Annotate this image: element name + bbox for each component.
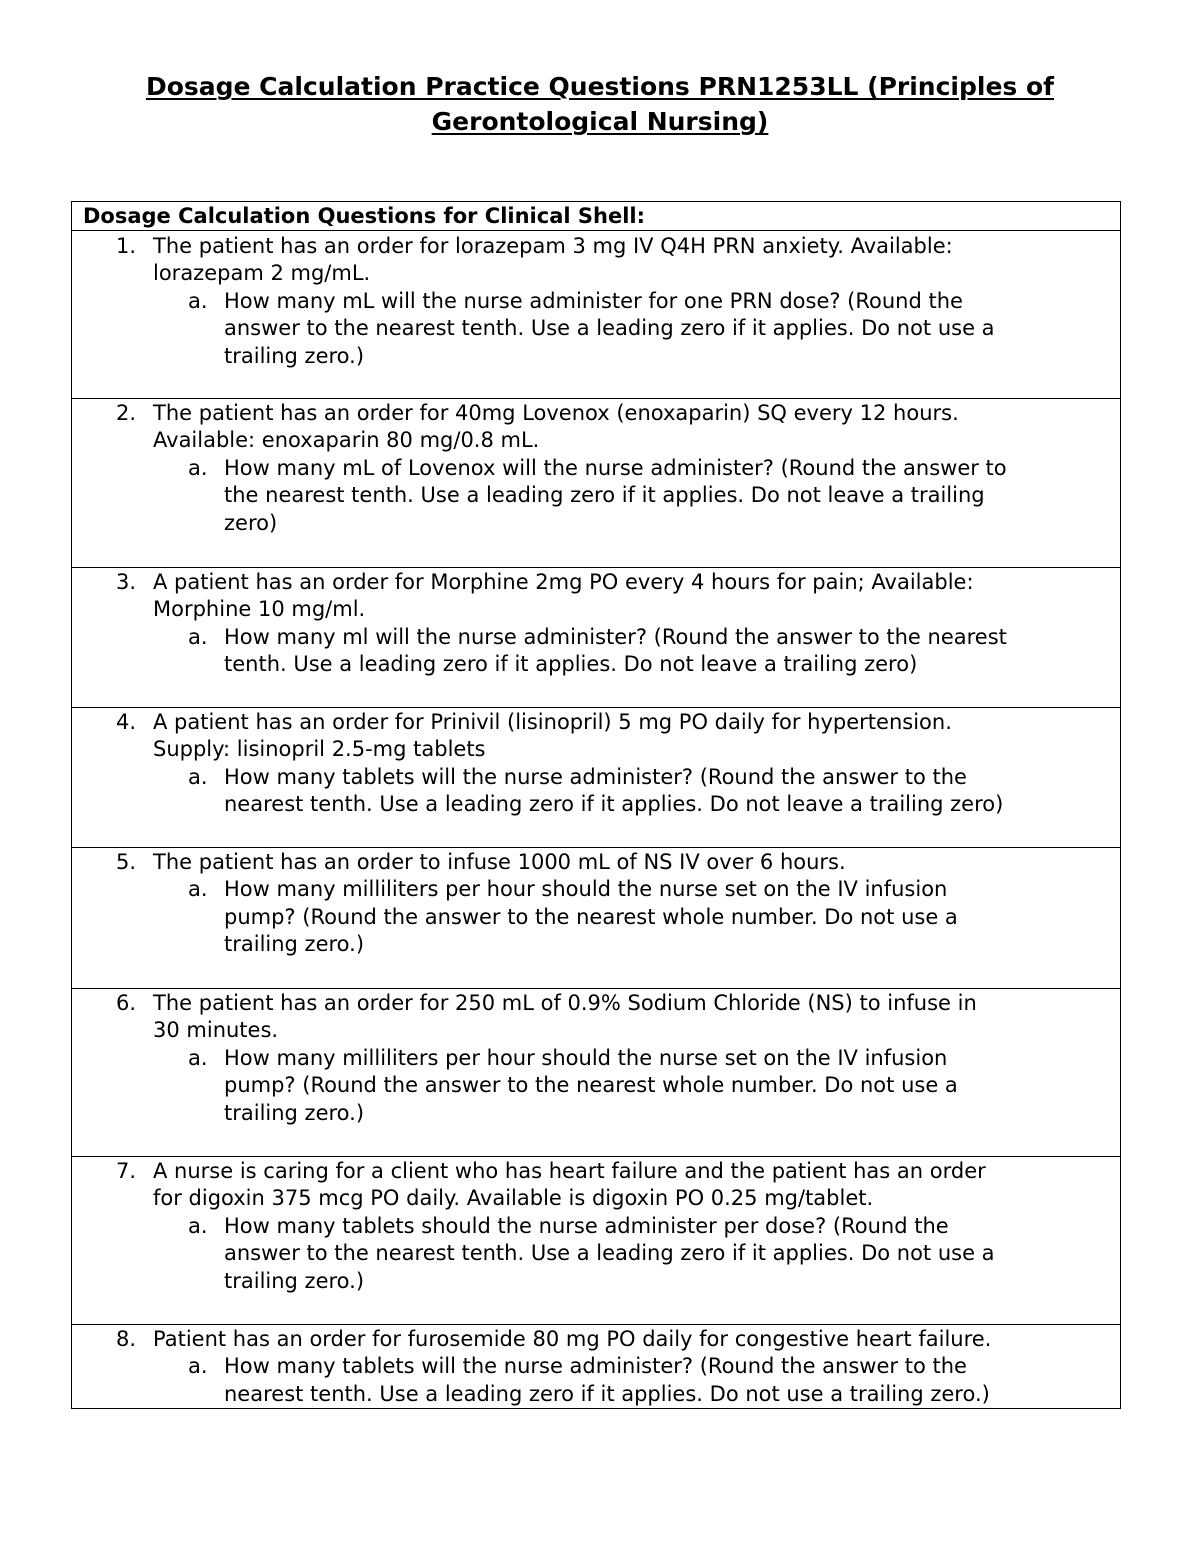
sub-question-line: pump? (Round the answer to the nearest whole number. Do not use a: [224, 1073, 958, 1098]
question-text: [72, 569, 1120, 624]
title-line-1: Dosage Calculation Practice Questions PRN1253LL (Principles of: [145, 72, 1055, 101]
question-line: The patient has an order for 40mg Lovenox (enoxaparin) SQ every 12 hours.: [153, 401, 959, 425]
sub-question-line: How many tablets will the nurse administer? (Round the answer to the: [224, 764, 967, 789]
sub-question-line: trailing zero.): [224, 1100, 365, 1125]
sub-question-label: a.: [188, 455, 208, 480]
sub-question: [72, 455, 1120, 537]
question-line: lorazepam 2 mg/mL.: [153, 261, 371, 286]
question-number: 8.: [116, 1327, 137, 1351]
sub-question-line: nearest tenth. Use a leading zero if it applies. Do not use a trailing zero.): [224, 1381, 990, 1406]
sub-question-label: a.: [188, 764, 208, 789]
title-line-2: Gerontological Nursing): [431, 107, 769, 136]
question-number: 4.: [116, 710, 137, 734]
sub-question: [72, 1353, 1120, 1408]
sub-question-line: How many tablets should the nurse administer per dose? (Round the: [224, 1213, 949, 1238]
sub-question-line: answer to the nearest tenth. Use a leading zero if it applies. Do not use a: [224, 1241, 995, 1266]
question-row-1: [72, 231, 1120, 399]
question-text: [72, 233, 1120, 288]
question-line: 30 minutes.: [153, 1018, 279, 1043]
question-line: A patient has an order for Prinivil (lisinopril) 5 mg PO daily for hypertension.: [153, 710, 952, 734]
question-line: The patient has an order for lorazepam 3 mg IV Q4H PRN anxiety. Available:: [153, 234, 953, 258]
question-text: [72, 400, 1120, 455]
sub-question-line: trailing zero.): [224, 1268, 365, 1293]
questions-table: [71, 201, 1121, 1409]
sub-question-line: trailing zero.): [224, 343, 365, 368]
question-text: [72, 709, 1120, 764]
sub-question-line: How many milliliters per hour should the nurse set on the IV infusion: [224, 877, 948, 902]
question-line: A patient has an order for Morphine 2mg PO every 4 hours for pain; Available:: [153, 570, 974, 594]
question-number: 7.: [116, 1159, 137, 1183]
question-row-7: [72, 1157, 1120, 1325]
question-row-4: [72, 708, 1120, 848]
sub-question-line: zero): [224, 510, 278, 535]
sub-question-line: tenth. Use a leading zero if it applies. Do not leave a trailing zero): [224, 652, 918, 677]
question-line: Available: enoxaparin 80 mg/0.8 mL.: [153, 428, 540, 453]
question-text: [72, 1158, 1120, 1213]
page-title: [80, 69, 1120, 139]
question-text: [72, 849, 1120, 876]
sub-question-line: How many tablets will the nurse administer? (Round the answer to the: [224, 1354, 967, 1379]
sub-question-line: the nearest tenth. Use a leading zero if it applies. Do not leave a trailing: [224, 483, 985, 508]
question-number: 1.: [116, 234, 137, 258]
question-text: [72, 1326, 1120, 1353]
sub-question-line: How many milliliters per hour should the nurse set on the IV infusion: [224, 1045, 948, 1070]
sub-question: [72, 624, 1120, 679]
sub-question-label: a.: [188, 1045, 208, 1070]
question-row-5: [72, 848, 1120, 989]
question-number: 6.: [116, 991, 137, 1015]
question-row-6: [72, 989, 1120, 1157]
sub-question-line: How many mL will the nurse administer for one PRN dose? (Round the: [224, 288, 963, 313]
sub-question: [72, 1213, 1120, 1295]
question-line: Patient has an order for furosemide 80 mg PO daily for congestive heart failure.: [153, 1327, 992, 1351]
sub-question-line: nearest tenth. Use a leading zero if it applies. Do not leave a trailing zero): [224, 792, 1004, 817]
sub-question-label: a.: [188, 624, 208, 649]
table-header: Dosage Calculation Questions for Clinical Shell:: [72, 202, 1120, 231]
question-text: [72, 990, 1120, 1045]
sub-question-line: trailing zero.): [224, 932, 365, 957]
sub-question: [72, 288, 1120, 370]
sub-question-line: answer to the nearest tenth. Use a leading zero if it applies. Do not use a: [224, 316, 995, 341]
question-line: Morphine 10 mg/ml.: [153, 597, 366, 622]
question-number: 2.: [116, 401, 137, 425]
sub-question-label: a.: [188, 1213, 208, 1238]
sub-question-label: a.: [188, 1354, 208, 1379]
question-number: 3.: [116, 570, 137, 594]
question-line: A nurse is caring for a client who has heart failure and the patient has an order: [153, 1159, 986, 1183]
question-line: for digoxin 375 mcg PO daily. Available is digoxin PO 0.25 mg/tablet.: [153, 1186, 874, 1211]
question-row-3: [72, 568, 1120, 708]
question-number: 5.: [116, 850, 137, 874]
question-line: The patient has an order for 250 mL of 0.9% Sodium Chloride (NS) to infuse in: [153, 991, 977, 1015]
question-row-2: [72, 399, 1120, 568]
sub-question-label: a.: [188, 877, 208, 902]
sub-question: [72, 876, 1120, 958]
sub-question: [72, 1045, 1120, 1127]
sub-question-line: pump? (Round the answer to the nearest whole number. Do not use a: [224, 904, 958, 929]
sub-question: [72, 764, 1120, 819]
sub-question-line: How many mL of Lovenox will the nurse administer? (Round the answer to: [224, 455, 1007, 480]
question-row-8: [72, 1325, 1120, 1409]
sub-question-label: a.: [188, 288, 208, 313]
question-line: Supply: lisinopril 2.5-mg tablets: [153, 737, 486, 762]
question-line: The patient has an order to infuse 1000 mL of NS IV over 6 hours.: [153, 850, 846, 874]
sub-question-line: How many ml will the nurse administer? (Round the answer to the nearest: [224, 624, 1007, 649]
